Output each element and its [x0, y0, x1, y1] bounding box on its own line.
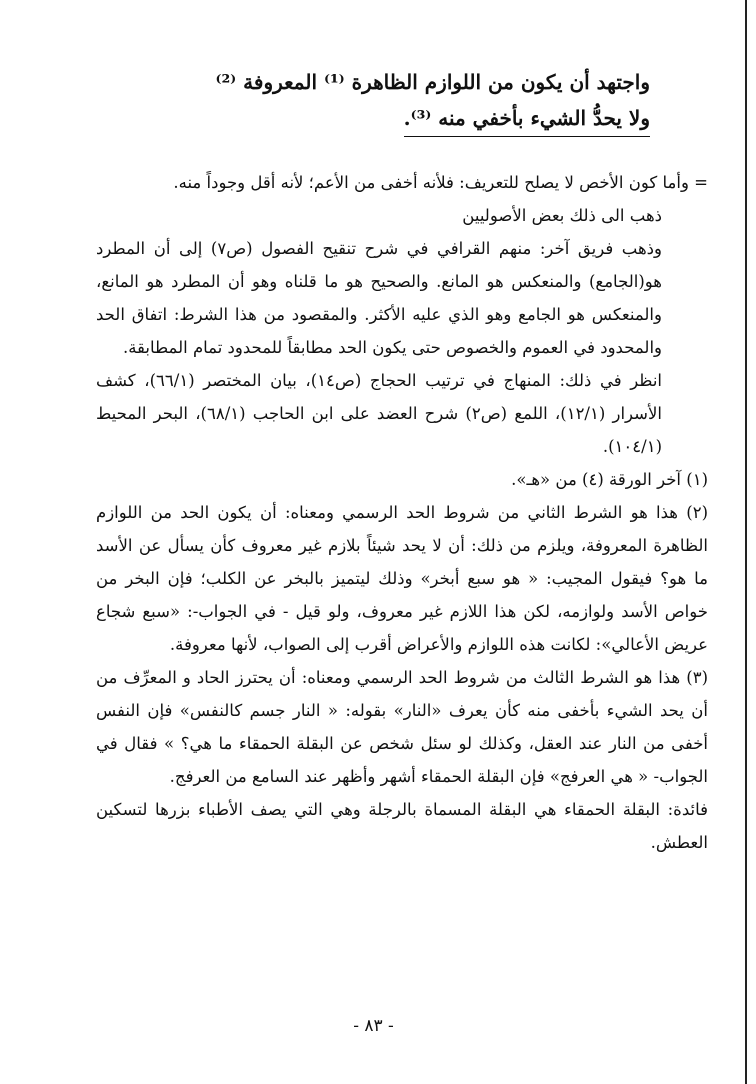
note-paragraph: = وأما كون الأخص لا يصلح للتعريف: فلأنه أخفى من الأعم؛ لأنه أقل وجوداً منه. — [173, 173, 708, 192]
verse-line-2: ولا يحدُّ الشيء بأخفي منه ⁽³⁾. — [404, 100, 650, 137]
note-paragraph: وذهب فريق آخر: منهم القرافي في شرح تنقيح الفصول (ص٧) إلى أن المطرد هو(الجامع) والمنعكس هو المانع. والصحيح هو ما قلناه وهو أن المطرد هو المانع، والمنعكس هو الجامع وهو الذي عليه الأكثر. والمقصود من هذا الشرط: اتفاق الحد والمحدود في العموم والخصوص حتى يكون الحد مطابقاً للمحدود تمام المطابقة. — [96, 239, 663, 357]
footnote-2: (٢) هذا هو الشرط الثاني من شروط الحد الرسمي ومعناه: أن يكون الحد من اللوازم الظاهرة المعروفة، ويلزم من ذلك: أن لا يحد شيئاً بلازم غير معروف كأن يسأل عن الأسد ما هو؟ فيقول المجيب: « هو سبع أبخر» وذلك ليتميز بالبخر عن الكلب؛ فإن البخر من خواص الأسد ولوازمه، لكن هذا اللازم غير معروف، ولو قيل - في الجواب-: «سبع شجاع عريض الأعالي»: لكانت هذه اللوازم والأعراض أقرب إلى الصواب، لأنها معروفة. — [96, 503, 708, 654]
footnote-1: (١) آخر الورقة (٤) من «هـ». — [511, 470, 708, 489]
note-paragraph: انظر في ذلك: المنهاج في ترتيب الحجاج (ص١٤)، بيان المختصر (٦٦/١)، كشف الأسرار (١٢/١)، اللمع (ص٢) شرح العضد على ابن الحاجب (٦٨/١)، البحر المحيط (١٠٤/١). — [96, 371, 663, 456]
footnote-benefit: فائدة: البقلة الحمقاء هي البقلة المسماة بالرجلة وهي التي يصف الأطباء بزرها لتسكين العطش. — [96, 800, 708, 852]
note-paragraph: ذهب الى ذلك بعض الأصوليين — [462, 206, 662, 225]
page-number: - ٨٣ - — [353, 1016, 394, 1036]
verse-line-1: واجتهد أن يكون من اللوازم الظاهرة ⁽¹⁾ المعروفة ⁽²⁾ — [215, 70, 650, 94]
verse-block — [215, 64, 650, 137]
footnotes — [96, 166, 708, 859]
footnote-3: (٣) هذا هو الشرط الثالث من شروط الحد الرسمي ومعناه: أن يحترز الحاد و المعرِّف من أن يحد الشيء بأخفى منه كأن يعرف «النار» بقوله: « النار جسم كالنفس» فإن النفس أخفى من النار عند العقل، وكذلك لو سئل شخص عن البقلة الحمقاء ما هي؟ » فقال في الجواب- « هي العرفج» فإن البقلة الحمقاء أشهر وأظهر عند السامع من العرفج. — [96, 668, 708, 786]
